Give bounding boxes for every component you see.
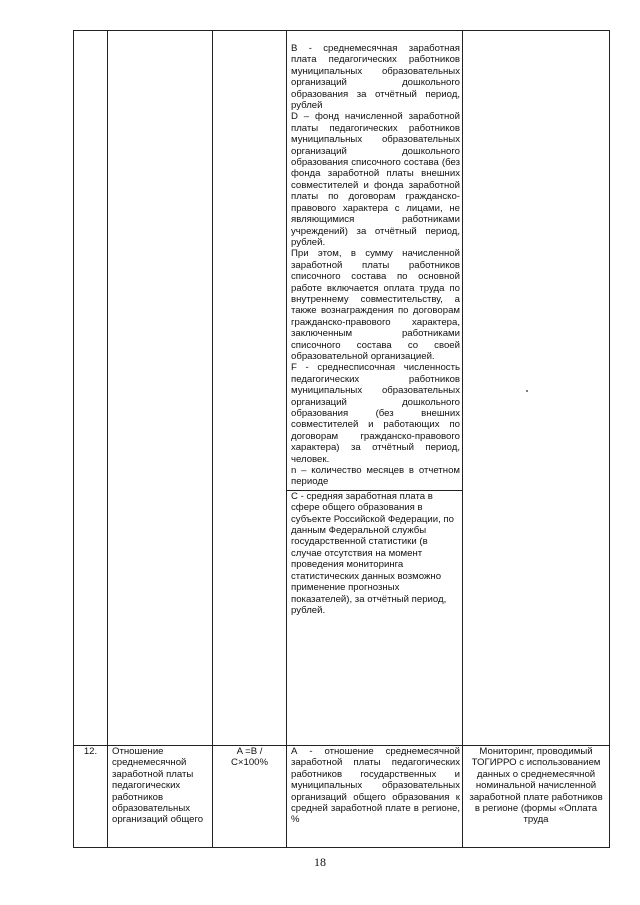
data-source: Мониторинг, проводимый ТОГИРРО с использованием данных о среднемесячной номинальной начисленной заработной плате работников в регионе (формы «Оплата труда xyxy=(463,746,610,848)
cell-number-empty xyxy=(74,31,108,746)
var-d-definition: D – фонд начисленной заработной платы педагогических работников муниципальных образовательных организаций дошкольного образования списочного состава (без фонда заработной платы внешних совместителей и фонда заработной платы по договорам гражданско-правового характера с лицами, не являющимися работниками учреждений) за отчётный период, рублей. xyxy=(291,111,460,248)
cell-source-empty xyxy=(463,31,610,746)
cell-variables xyxy=(287,31,463,746)
page-number: 18 xyxy=(314,855,326,869)
indicators-table xyxy=(73,30,610,848)
formula-description: А - отношение среднемесячной заработной платы педагогических работников государственных и муниципальных образовательных организаций общего образования к средней заработной плате в регионе, % xyxy=(287,746,463,848)
cell-formula-empty xyxy=(213,31,287,746)
table-row-12 xyxy=(74,746,610,848)
cell-indicator-empty xyxy=(108,31,213,746)
indicator-name: Отношение среднемесячной заработной платы педагогических работников образовательных организаций общего xyxy=(108,746,213,848)
row-number: 12. xyxy=(74,746,108,848)
var-f-definition: F - среднесписочная численность педагогических работников муниципальных образовательных организаций дошкольного образования (без внешних совместителей и работающих по договорам гражданско-правового характера) за отчётный период, человек. xyxy=(291,362,460,465)
formula: A =B / C×100% xyxy=(213,746,287,848)
payroll-note: При этом, в сумму начисленной заработной платы работников списочного состава по основной работе включается оплата труда по внутреннему совместительству, а также вознаграждения по договорам гражданско-правового характера, заключенным работниками списочного состава со своей образовательной организацией. xyxy=(291,248,460,362)
var-n-definition: n – количество месяцев в отчетном периоде xyxy=(291,465,460,488)
var-b-definition: В - среднемесячная заработная плата педагогических работников муниципальных образовательных организаций дошкольного образования за отчётный период, рублей xyxy=(291,43,460,112)
scan-speck xyxy=(526,390,528,392)
table-row-continued xyxy=(74,31,610,746)
var-c-definition: С - средняя заработная плата в сфере общего образования в субъекте Российской Федерации, по данным Федеральной службы государственной статистики (в случае отсутствия на момент проведения мониторинга статистических данных возможно применение прогнозных показателей), за отчётный период, рублей. xyxy=(291,490,454,616)
